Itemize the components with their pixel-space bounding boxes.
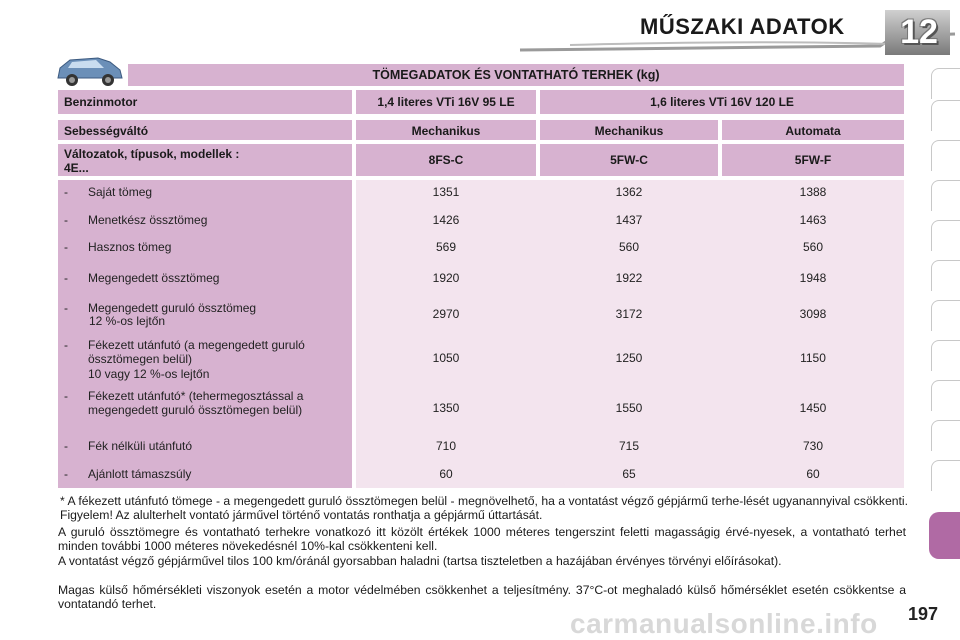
gearbox-3: Automata: [785, 124, 841, 138]
page-number: 197: [908, 604, 939, 624]
side-tab[interactable]: [931, 100, 960, 131]
row-label: Fék nélküli utánfutó: [88, 439, 193, 453]
footnote: * A fékezett utánfutó tömege - a megengedett guruló össztömegen belül - megnövelhető, ha a vontatást végző gépjármű terhe-lését ugyanannyival csökkenti. Figyelem! Az alulterhelt vontató járművel történő vontatás ronthatja a gépjármű úttartását.: [60, 494, 908, 523]
side-tab[interactable]: [931, 68, 960, 99]
side-tab[interactable]: [931, 300, 960, 331]
gearbox-1: Mechanikus: [411, 124, 481, 138]
side-tab[interactable]: [931, 140, 960, 171]
side-tab[interactable]: [931, 260, 960, 291]
note-paragraph: Magas külső hőmérsékleti viszonyok esetén a motor védelmében csökkenhet a teljesítmény. 37°C-ot meghaladó külső hőmérséklet esetén csökkentse a vontatandó terhet.: [58, 583, 906, 612]
row-label: Hasznos tömeg: [88, 240, 172, 254]
row-sublabel: 10 vagy 12 %-os lejtőn: [88, 367, 210, 381]
side-tab[interactable]: [931, 220, 960, 251]
side-tab-active[interactable]: [929, 512, 960, 559]
side-tab[interactable]: [931, 380, 960, 411]
side-tab[interactable]: [931, 460, 960, 491]
variant-1: 8FS-C: [428, 153, 464, 167]
variant-2: 5FW-C: [610, 153, 648, 167]
engine-2: 1,6 literes VTi 16V 120 LE: [650, 95, 794, 109]
page-title: MŰSZAKI ADATOK: [640, 14, 845, 39]
row-label: Fékezett utánfutó* (tehermegosztással a megengedett guruló össztömegen belül): [88, 389, 304, 417]
table-title: TÖMEGADATOK ÉS VONTATHATÓ TERHEK (kg): [372, 68, 660, 82]
row-label: Menetkész össztömeg: [88, 213, 208, 227]
engine-label: Benzinmotor: [64, 95, 138, 109]
row-label: Ajánlott támaszsúly: [88, 467, 192, 481]
variant-3: 5FW-F: [794, 153, 832, 167]
row-sublabel: 12 %-os lejtőn: [89, 314, 166, 328]
row-label: Megengedett össztömeg: [88, 271, 220, 285]
gearbox-label: Sebességváltó: [64, 124, 149, 138]
row-label: Megengedett guruló össztömeg: [88, 301, 257, 315]
note-paragraph: A vontatást végző gépjárművel tilos 100 km/óránál gyorsabban haladni (tartsa tiszteletben a hazájában érvényes törvényi előírásokat).: [58, 554, 782, 568]
variants-label: Változatok, típusok, modellek : 4E...: [64, 147, 240, 175]
engine-1: 1,4 literes VTi 16V 95 LE: [377, 95, 515, 109]
gearbox-2: Mechanikus: [594, 124, 664, 138]
row-label: Saját tömeg: [88, 185, 153, 199]
side-tab[interactable]: [931, 340, 960, 371]
chapter-badge: 12: [900, 13, 938, 51]
side-tab[interactable]: [931, 420, 960, 451]
side-tab[interactable]: [931, 180, 960, 211]
watermark: carmanualsonline.info: [570, 608, 878, 639]
row-label: Fékezett utánfutó (a megengedett guruló össztömegen belül): [88, 338, 305, 366]
car-icon: [54, 54, 126, 88]
note-paragraph: A guruló össztömegre és vontatható terhekre vonatkozó itt közölt értékek 1000 méteres tengerszint feletti magasságig érvé-nyesek, a vontatható terhet minden további 1000 méteres növekedésnél 10%-kal csökkenteni kell.: [58, 525, 906, 554]
